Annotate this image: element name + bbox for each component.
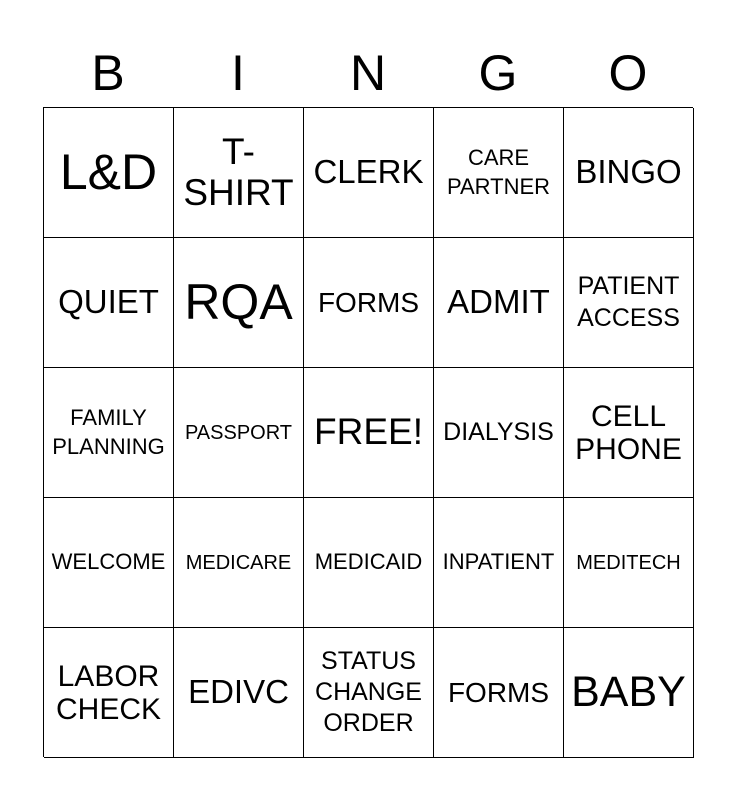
cell-label: EDIVC <box>188 673 289 711</box>
bingo-cell[interactable] <box>44 108 174 238</box>
cell-label: LABOR CHECK <box>55 659 161 726</box>
cell-label: CELL PHONE <box>575 399 682 466</box>
cell-label: STATUS CHANGE ORDER <box>315 646 422 738</box>
cell-label: BABY <box>571 667 686 716</box>
cell-label: MEDICAID <box>314 549 423 575</box>
cell-label: MEDITECH <box>576 551 681 574</box>
bingo-cell[interactable] <box>434 238 564 368</box>
bingo-cell[interactable] <box>434 498 564 628</box>
bingo-cell[interactable] <box>564 108 694 238</box>
bingo-cell[interactable] <box>564 238 694 368</box>
cell-label: PATIENT ACCESS <box>577 272 680 332</box>
cell-label: DIALYSIS <box>443 417 554 446</box>
bingo-cell[interactable] <box>304 628 434 758</box>
bingo-cell[interactable] <box>304 498 434 628</box>
header-letter-n: N <box>349 45 387 101</box>
cell-label: CARE PARTNER <box>446 144 551 199</box>
bingo-cell[interactable] <box>174 368 304 498</box>
cell-label: MEDICARE <box>185 551 292 574</box>
bingo-cell[interactable] <box>44 368 174 498</box>
free-space-cell[interactable] <box>304 368 434 498</box>
bingo-cell[interactable] <box>434 368 564 498</box>
cell-label: ADMIT <box>447 283 550 321</box>
cell-label: FORMS <box>447 676 550 708</box>
header-letter-o: O <box>608 45 648 101</box>
bingo-cell[interactable] <box>564 498 694 628</box>
bingo-cell[interactable] <box>174 238 304 368</box>
bingo-cell[interactable] <box>44 628 174 758</box>
cell-label: CLERK <box>313 153 424 191</box>
bingo-cell[interactable] <box>174 108 304 238</box>
bingo-cell[interactable] <box>564 628 694 758</box>
bingo-cell[interactable] <box>564 368 694 498</box>
bingo-board <box>43 107 693 757</box>
cell-label: FAMILY PLANNING <box>52 404 165 459</box>
bingo-cell[interactable] <box>434 628 564 758</box>
bingo-cell[interactable] <box>304 108 434 238</box>
header-letter-i: I <box>231 45 245 101</box>
bingo-cell[interactable] <box>304 238 434 368</box>
cell-label: T- SHIRT <box>183 130 294 213</box>
cell-label: INPATIENT <box>442 549 555 575</box>
cell-label: PASSPORT <box>184 421 293 444</box>
bingo-cell[interactable] <box>44 238 174 368</box>
header-letter-g: G <box>478 45 518 101</box>
cell-label: FREE! <box>314 411 423 453</box>
header-letter-b: B <box>91 45 125 101</box>
cell-label: FORMS <box>317 286 420 318</box>
cell-label: RQA <box>184 274 293 331</box>
bingo-cell[interactable] <box>434 108 564 238</box>
bingo-cell[interactable] <box>174 498 304 628</box>
bingo-cell[interactable] <box>174 628 304 758</box>
cell-label: QUIET <box>58 283 159 321</box>
cell-label: BINGO <box>575 153 682 191</box>
cell-label: L&D <box>59 144 158 201</box>
cell-label: WELCOME <box>51 549 166 575</box>
bingo-header <box>43 40 693 106</box>
bingo-cell[interactable] <box>44 498 174 628</box>
